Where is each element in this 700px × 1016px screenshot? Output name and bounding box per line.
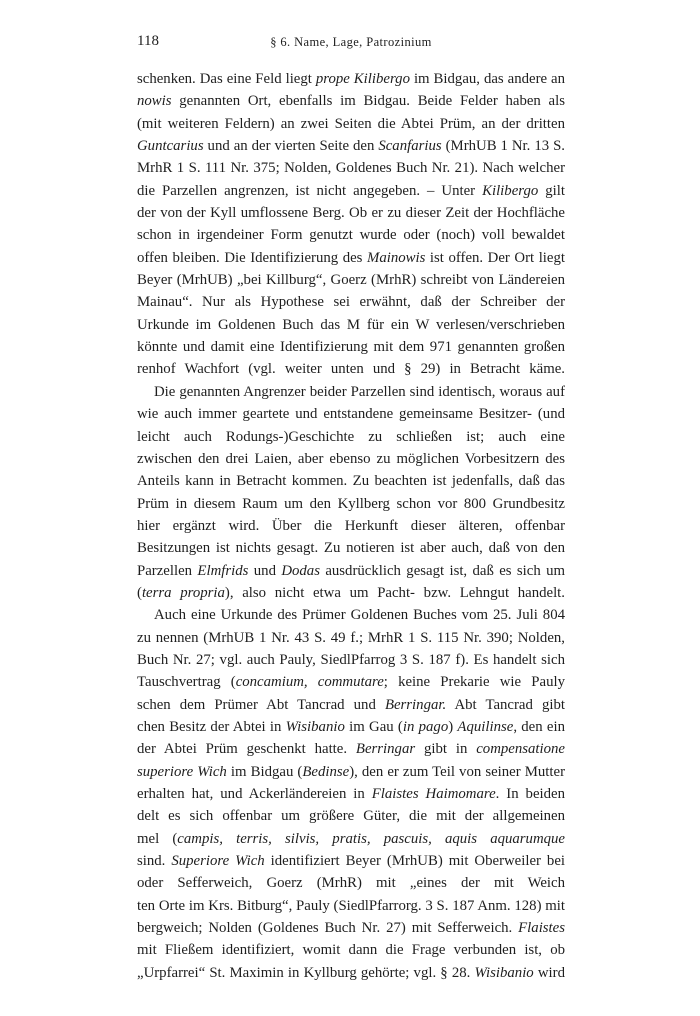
text-line bbox=[137, 939, 565, 961]
text-span: Tauschvertrag ( bbox=[137, 674, 236, 691]
text-line bbox=[137, 381, 565, 403]
text-span: mel ( bbox=[137, 830, 178, 847]
italic-span: Scanfarius bbox=[378, 138, 442, 155]
text-span: ( bbox=[137, 584, 142, 601]
text-span: wie auch immer geartete und entstandene gemeinsame Besitzer- (und bbox=[137, 406, 565, 423]
page-number: 118 bbox=[137, 33, 159, 49]
italic-span: Aquilinse bbox=[457, 718, 514, 735]
text-span: Parzellen bbox=[137, 562, 198, 579]
italic-span: Flaistes bbox=[518, 920, 565, 937]
text-line bbox=[137, 247, 565, 269]
italic-span: nowis bbox=[137, 93, 172, 110]
text-line bbox=[137, 180, 565, 202]
italic-span: Dodas bbox=[281, 562, 320, 579]
page-header bbox=[137, 33, 565, 55]
text-line bbox=[137, 403, 565, 425]
text-span: sind. bbox=[137, 853, 172, 870]
text-span: Beyer (MrhUB) „bei Killburg“, Goerz (MrhR) schreibt von Ländereien bbox=[137, 272, 565, 289]
text-span: ten Orte im Krs. Bitburg“, Pauly (SiedlPfarrorg. 3 S. 187 Anm. 128) mit bbox=[137, 897, 565, 914]
italic-span: Bedinse bbox=[302, 763, 350, 780]
text-span: ist offen. Der Ort liegt bbox=[429, 249, 565, 266]
text-line bbox=[137, 738, 565, 760]
text-span: könnte und damit eine Identifizierung mit dem 971 genannten großen bbox=[137, 339, 565, 356]
text-line bbox=[137, 649, 565, 671]
text-line bbox=[137, 828, 565, 850]
text-span: schenken. Das eine Feld liegt bbox=[137, 71, 316, 87]
text-span: renhof Wachfort (vgl. weiter unten und § 29) in Betracht käme. bbox=[137, 361, 565, 378]
text-line bbox=[137, 537, 565, 559]
italic-span: in pago bbox=[402, 718, 449, 735]
text-line bbox=[137, 515, 565, 537]
text-line bbox=[137, 716, 565, 738]
text-span: im Bidgau, das andere an bbox=[413, 71, 565, 87]
text-line bbox=[137, 805, 565, 827]
text-span: Prüm in diesem Raum um den Kyllberg schon vor 800 Grundbesitz bbox=[137, 495, 565, 512]
text-line bbox=[137, 269, 565, 291]
text-line bbox=[137, 872, 565, 894]
italic-span: Berringar bbox=[355, 741, 416, 758]
text-span: zwischen den drei Laien, aber ebenso zu möglichen Vorbesitzern des bbox=[137, 450, 565, 467]
text-line bbox=[137, 426, 565, 448]
text-span: gilt bbox=[545, 182, 565, 199]
text-span: Mainau“. Nur als Hypothese sei erwähnt, daß der Schreiber der bbox=[137, 294, 565, 311]
text-line bbox=[137, 850, 565, 872]
text-line bbox=[137, 448, 565, 470]
text-span: die Parzellen angrenzen, ist nicht angegeben. – Unter bbox=[137, 182, 483, 199]
text-line bbox=[137, 783, 565, 805]
text-span: der von der Kyll umflossene Berg. Ob er zu dieser Zeit der Hochfläche bbox=[137, 205, 565, 222]
text-span: , den ein bbox=[513, 718, 565, 735]
text-span: MrhR 1 S. 111 Nr. 375; Nolden, Goldenes Buch Nr. 21). Nach welcher bbox=[137, 160, 565, 177]
text-line bbox=[137, 560, 565, 582]
text-line bbox=[137, 694, 565, 716]
text-span: und bbox=[248, 562, 282, 579]
italic-span: terra propria bbox=[141, 584, 225, 601]
text-line bbox=[137, 314, 565, 336]
text-span: mit Fließem identifiziert, womit dann die Frage verbunden ist, ob bbox=[137, 942, 565, 959]
text-line bbox=[137, 224, 565, 246]
italic-span: superiore Wich bbox=[137, 763, 227, 780]
text-span: Urkunde im Goldenen Buch das M für ein W verlesen/verschrieben bbox=[137, 316, 565, 333]
text-span: Anteils kann in Betracht kommen. Zu beachten ist jedenfalls, daß das bbox=[137, 473, 565, 490]
italic-span: Wisibanio bbox=[285, 718, 345, 735]
italic-span: Superiore Wich bbox=[171, 853, 265, 870]
text-span: erhalten hat, und Ackerländereien in bbox=[137, 786, 372, 802]
text-span: . In beiden bbox=[495, 786, 565, 802]
text-line bbox=[137, 761, 565, 783]
text-span: Besitzungen ist nichts gesagt. Zu notieren ist aber auch, daß von den bbox=[137, 540, 565, 557]
text-span: (mit weiteren Feldern) an zwei Seiten die Abtei Prüm, an der dritten bbox=[137, 115, 565, 132]
text-span: wird bbox=[537, 964, 565, 981]
text-span: ), den er zum Teil von seiner Mutter bbox=[349, 763, 565, 780]
text-span: hier ergänzt wird. Über die Herkunft dieser älteren, offenbar bbox=[137, 517, 565, 534]
text-span: im Bidgau ( bbox=[226, 763, 303, 780]
text-span: Abt Tancrad gibt bbox=[454, 696, 565, 713]
text-span: der Abtei Prüm geschenkt hatte. bbox=[137, 741, 356, 758]
text-span: ) bbox=[448, 718, 458, 735]
text-span: oder Sefferweich, Goerz (MrhR) mit „eines der mit Weich bbox=[137, 875, 565, 892]
text-line bbox=[137, 582, 565, 604]
text-span: ; keine Prekarie wie Pauly bbox=[383, 674, 565, 691]
text-line bbox=[137, 291, 565, 313]
text-line bbox=[137, 627, 565, 649]
text-span: Die genannten Angrenzer beider Parzellen sind identisch, woraus auf bbox=[154, 383, 565, 400]
italic-span: concamium, commutare bbox=[235, 674, 384, 691]
body-text bbox=[137, 68, 565, 984]
text-span: gibt in bbox=[415, 741, 477, 758]
text-span: Auch eine Urkunde des Prümer Goldenen Buches vom 25. Juli 804 bbox=[154, 607, 565, 624]
text-span: offen bleiben. Die Identifizierung des bbox=[137, 249, 367, 266]
text-line bbox=[137, 157, 565, 179]
text-span: schon in irgendeiner Form genutzt wurde oder (noch) voll bewaldet bbox=[137, 227, 565, 244]
text-span: ), also nicht etwa um Pacht- bzw. Lehngut handelt. bbox=[224, 584, 565, 601]
italic-span: Kilibergo bbox=[482, 182, 539, 199]
text-span: schen dem Prümer Abt Tancrad und bbox=[137, 696, 385, 713]
text-line bbox=[137, 202, 565, 224]
italic-span: compensatione bbox=[476, 741, 565, 758]
italic-span: Berringar. bbox=[384, 696, 447, 713]
italic-span: Wisibanio bbox=[474, 964, 534, 981]
text-line bbox=[137, 336, 565, 358]
text-span: ausdrücklich gesagt ist, daß es sich um bbox=[325, 562, 565, 579]
text-line bbox=[137, 895, 565, 917]
running-head: § 6. Name, Lage, Patrozinium bbox=[270, 35, 432, 49]
text-line bbox=[137, 358, 565, 380]
text-line bbox=[137, 470, 565, 492]
text-span: bergweich; Nolden (Goldenes Buch Nr. 27) mit Sefferweich. bbox=[137, 920, 519, 937]
text-line bbox=[137, 493, 565, 515]
text-span: zu nennen (MrhUB 1 Nr. 43 S. 49 f.; MrhR 1 S. 115 Nr. 390; Nolden, bbox=[137, 629, 565, 646]
text-span: chen Besitz der Abtei in bbox=[137, 718, 286, 735]
text-line bbox=[137, 135, 565, 157]
text-line bbox=[137, 68, 565, 90]
text-span: genannten Ort, ebenfalls im Bidgau. Beide Felder haben als bbox=[179, 93, 565, 110]
text-span: leicht auch Rodungs-)Geschichte zu schließen ist; auch eine bbox=[137, 428, 565, 445]
text-span: und an der vierten Seite den bbox=[203, 138, 379, 155]
italic-span: prope Kilibergo bbox=[315, 71, 410, 87]
text-line bbox=[137, 671, 565, 693]
text-span: im Gau ( bbox=[344, 718, 403, 735]
italic-span: Mainowis bbox=[367, 249, 426, 266]
text-line bbox=[137, 962, 565, 984]
text-span: delt es sich offenbar um größere Güter, die mit der allgemeinen bbox=[137, 808, 565, 825]
text-span: Buch Nr. 27; vgl. auch Pauly, SiedlPfarrog 3 S. 187 f). Es handelt sich bbox=[137, 651, 565, 668]
text-line bbox=[137, 604, 565, 626]
italic-span: campis, terris, silvis, pratis, pascuis, aquis aquarumque bbox=[177, 830, 565, 847]
italic-span: Elmfrids bbox=[197, 562, 249, 579]
italic-span: Guntcarius bbox=[137, 138, 204, 155]
text-line bbox=[137, 90, 565, 112]
text-span: „Urpfarrei“ St. Maximin in Kyllburg gehörte; vgl. § 28. bbox=[137, 964, 475, 981]
text-line bbox=[137, 113, 565, 135]
text-line bbox=[137, 917, 565, 939]
text-span: (MrhUB 1 Nr. 13 S. bbox=[445, 138, 565, 155]
text-span: identifiziert Beyer (MrhUB) mit Oberweiler bei bbox=[270, 853, 565, 870]
italic-span: Flaistes Haimomare bbox=[371, 786, 496, 802]
